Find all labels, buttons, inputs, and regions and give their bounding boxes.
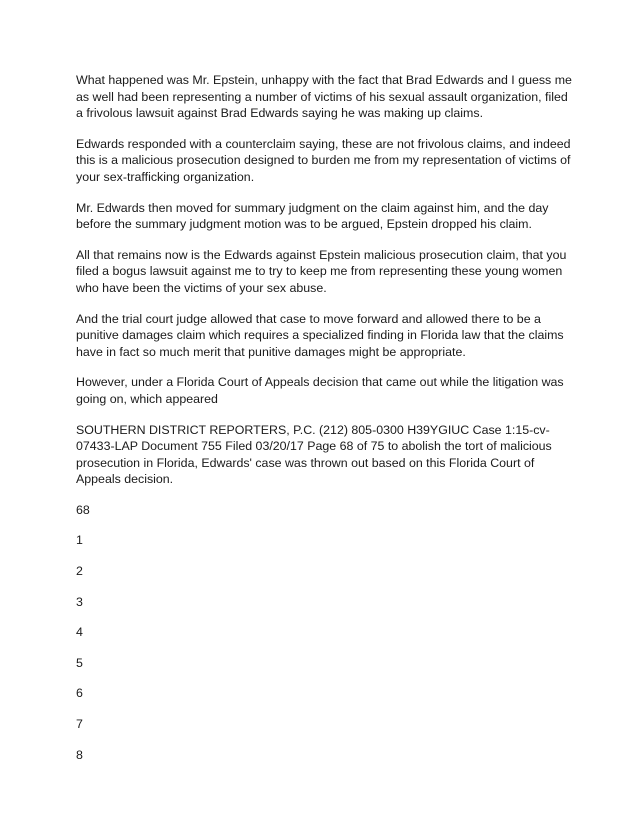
paragraph-2: Edwards responded with a counterclaim saying, these are not frivolous claims, and indeed this is a malicious prosecution designed to burden me from my representation of victims of your sex-trafficking organization. [76,136,571,184]
paragraph-3: Mr. Edwards then moved for summary judgment on the claim against him, and the day before the summary judgment motion was to be argued, Epstein dropped his claim. [76,200,549,232]
document-page [76,72,574,777]
line-number: 1 [76,533,83,548]
paragraph-1: What happened was Mr. Epstein, unhappy with the fact that Brad Edwards and I guess me as well had been representing a number of victims of his sexual assault organization, filed a frivolous lawsuit against Brad Edwards saying he was making up claims. [76,73,572,121]
line-number: 5 [76,655,83,670]
paragraph-7-header: SOUTHERN DISTRICT REPORTERS, P.C. (212) 805-0300 H39YGIUC Case 1:15-cv-07433-LAP Document 755 Filed 03/20/17 Page 68 of 75 to abolish the tort of malicious prosecution in Florida, Edwards' case was thrown out based on this Florida Court of Appeals decision. [76,422,552,487]
paragraph-5: And the trial court judge allowed that case to move forward and allowed there to be a punitive damages claim which requires a specialized finding in Florida law that the claims have in fact so much merit that punitive damages might be appropriate. [76,311,564,359]
paragraph-4: All that remains now is the Edwards against Epstein malicious prosecution claim, that you filed a bogus lawsuit against me to try to keep me from representing these young women who have been the victims of your sex abuse. [76,247,567,295]
page-number: 68 [76,502,90,517]
paragraph-6: However, under a Florida Court of Appeals decision that came out while the litigation was going on, which appeared [76,375,564,406]
line-number: 2 [76,564,83,579]
line-number: 3 [76,594,83,609]
line-number: 8 [76,747,83,762]
line-number: 4 [76,625,83,640]
line-number: 7 [76,717,83,732]
line-number: 6 [76,686,83,701]
